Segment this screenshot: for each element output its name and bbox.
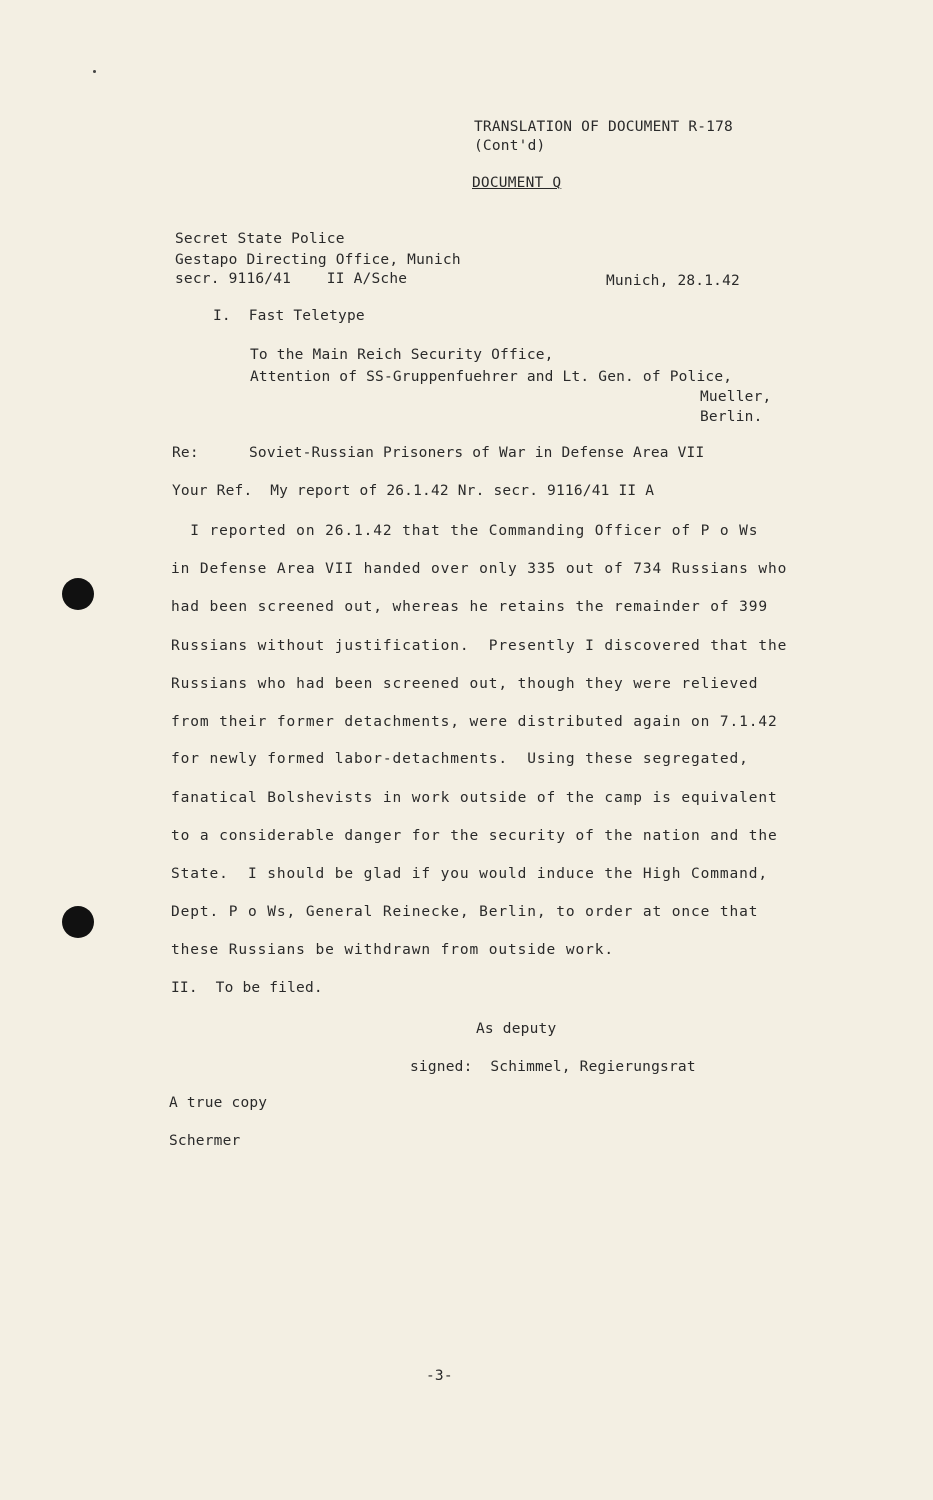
place-date: Munich, 28.1.42 [606,273,740,289]
copy-certifier: Schermer [169,1133,241,1149]
true-copy-note: A true copy [169,1095,268,1111]
body-line: fanatical Bolshevists in work outside of the camp is equivalent [171,790,778,806]
body-line: to a considerable danger for the security of the nation and the [171,828,778,844]
item-two: II. To be filed. [171,980,323,996]
body-line: for newly formed labor-detachments. Using these segregated, [171,751,749,767]
sender-reference: secr. 9116/41 II A/Sche [175,271,408,287]
item-one: I. Fast Teletype [213,308,365,324]
body-line: from their former detachments, were distributed again on 7.1.42 [171,714,778,730]
recipient-line2: Attention of SS-Gruppenfuehrer and Lt. Gen. of Police, [250,369,733,385]
signature-line: signed: Schimmel, Regierungsrat [410,1059,696,1075]
paper-speck [93,70,96,73]
re-label: Re: [172,445,199,461]
document-title: TRANSLATION OF DOCUMENT R-178 [474,119,733,135]
page-number: -3- [426,1368,453,1384]
body-line: these Russians be withdrawn from outside work. [171,942,614,958]
body-line: Russians without justification. Presently I discovered that the [171,638,788,654]
as-deputy: As deputy [476,1021,557,1037]
document-label: DOCUMENT Q [472,175,562,191]
sender-line2: Gestapo Directing Office, Munich [175,252,461,268]
recipient-line4: Berlin. [700,409,763,425]
body-line: Dept. P o Ws, General Reinecke, Berlin, to order at once that [171,904,759,920]
re-subject: Soviet-Russian Prisoners of War in Defense Area VII [249,445,705,461]
punch-hole [62,578,94,610]
sender-line1: Secret State Police [175,231,345,247]
body-line: I reported on 26.1.42 that the Commanding Officer of P o Ws [171,523,759,539]
body-line: Russians who had been screened out, though they were relieved [171,676,759,692]
body-line: had been screened out, whereas he retains the remainder of 399 [171,599,769,615]
document-title-continued: (Cont'd) [474,138,546,154]
recipient-line3: Mueller, [700,389,772,405]
punch-hole [62,906,94,938]
body-line: in Defense Area VII handed over only 335 out of 734 Russians who [171,561,788,577]
your-reference: Your Ref. My report of 26.1.42 Nr. secr. 9116/41 II A [172,483,655,499]
body-line: State. I should be glad if you would induce the High Command, [171,866,769,882]
recipient-line1: To the Main Reich Security Office, [250,347,554,363]
